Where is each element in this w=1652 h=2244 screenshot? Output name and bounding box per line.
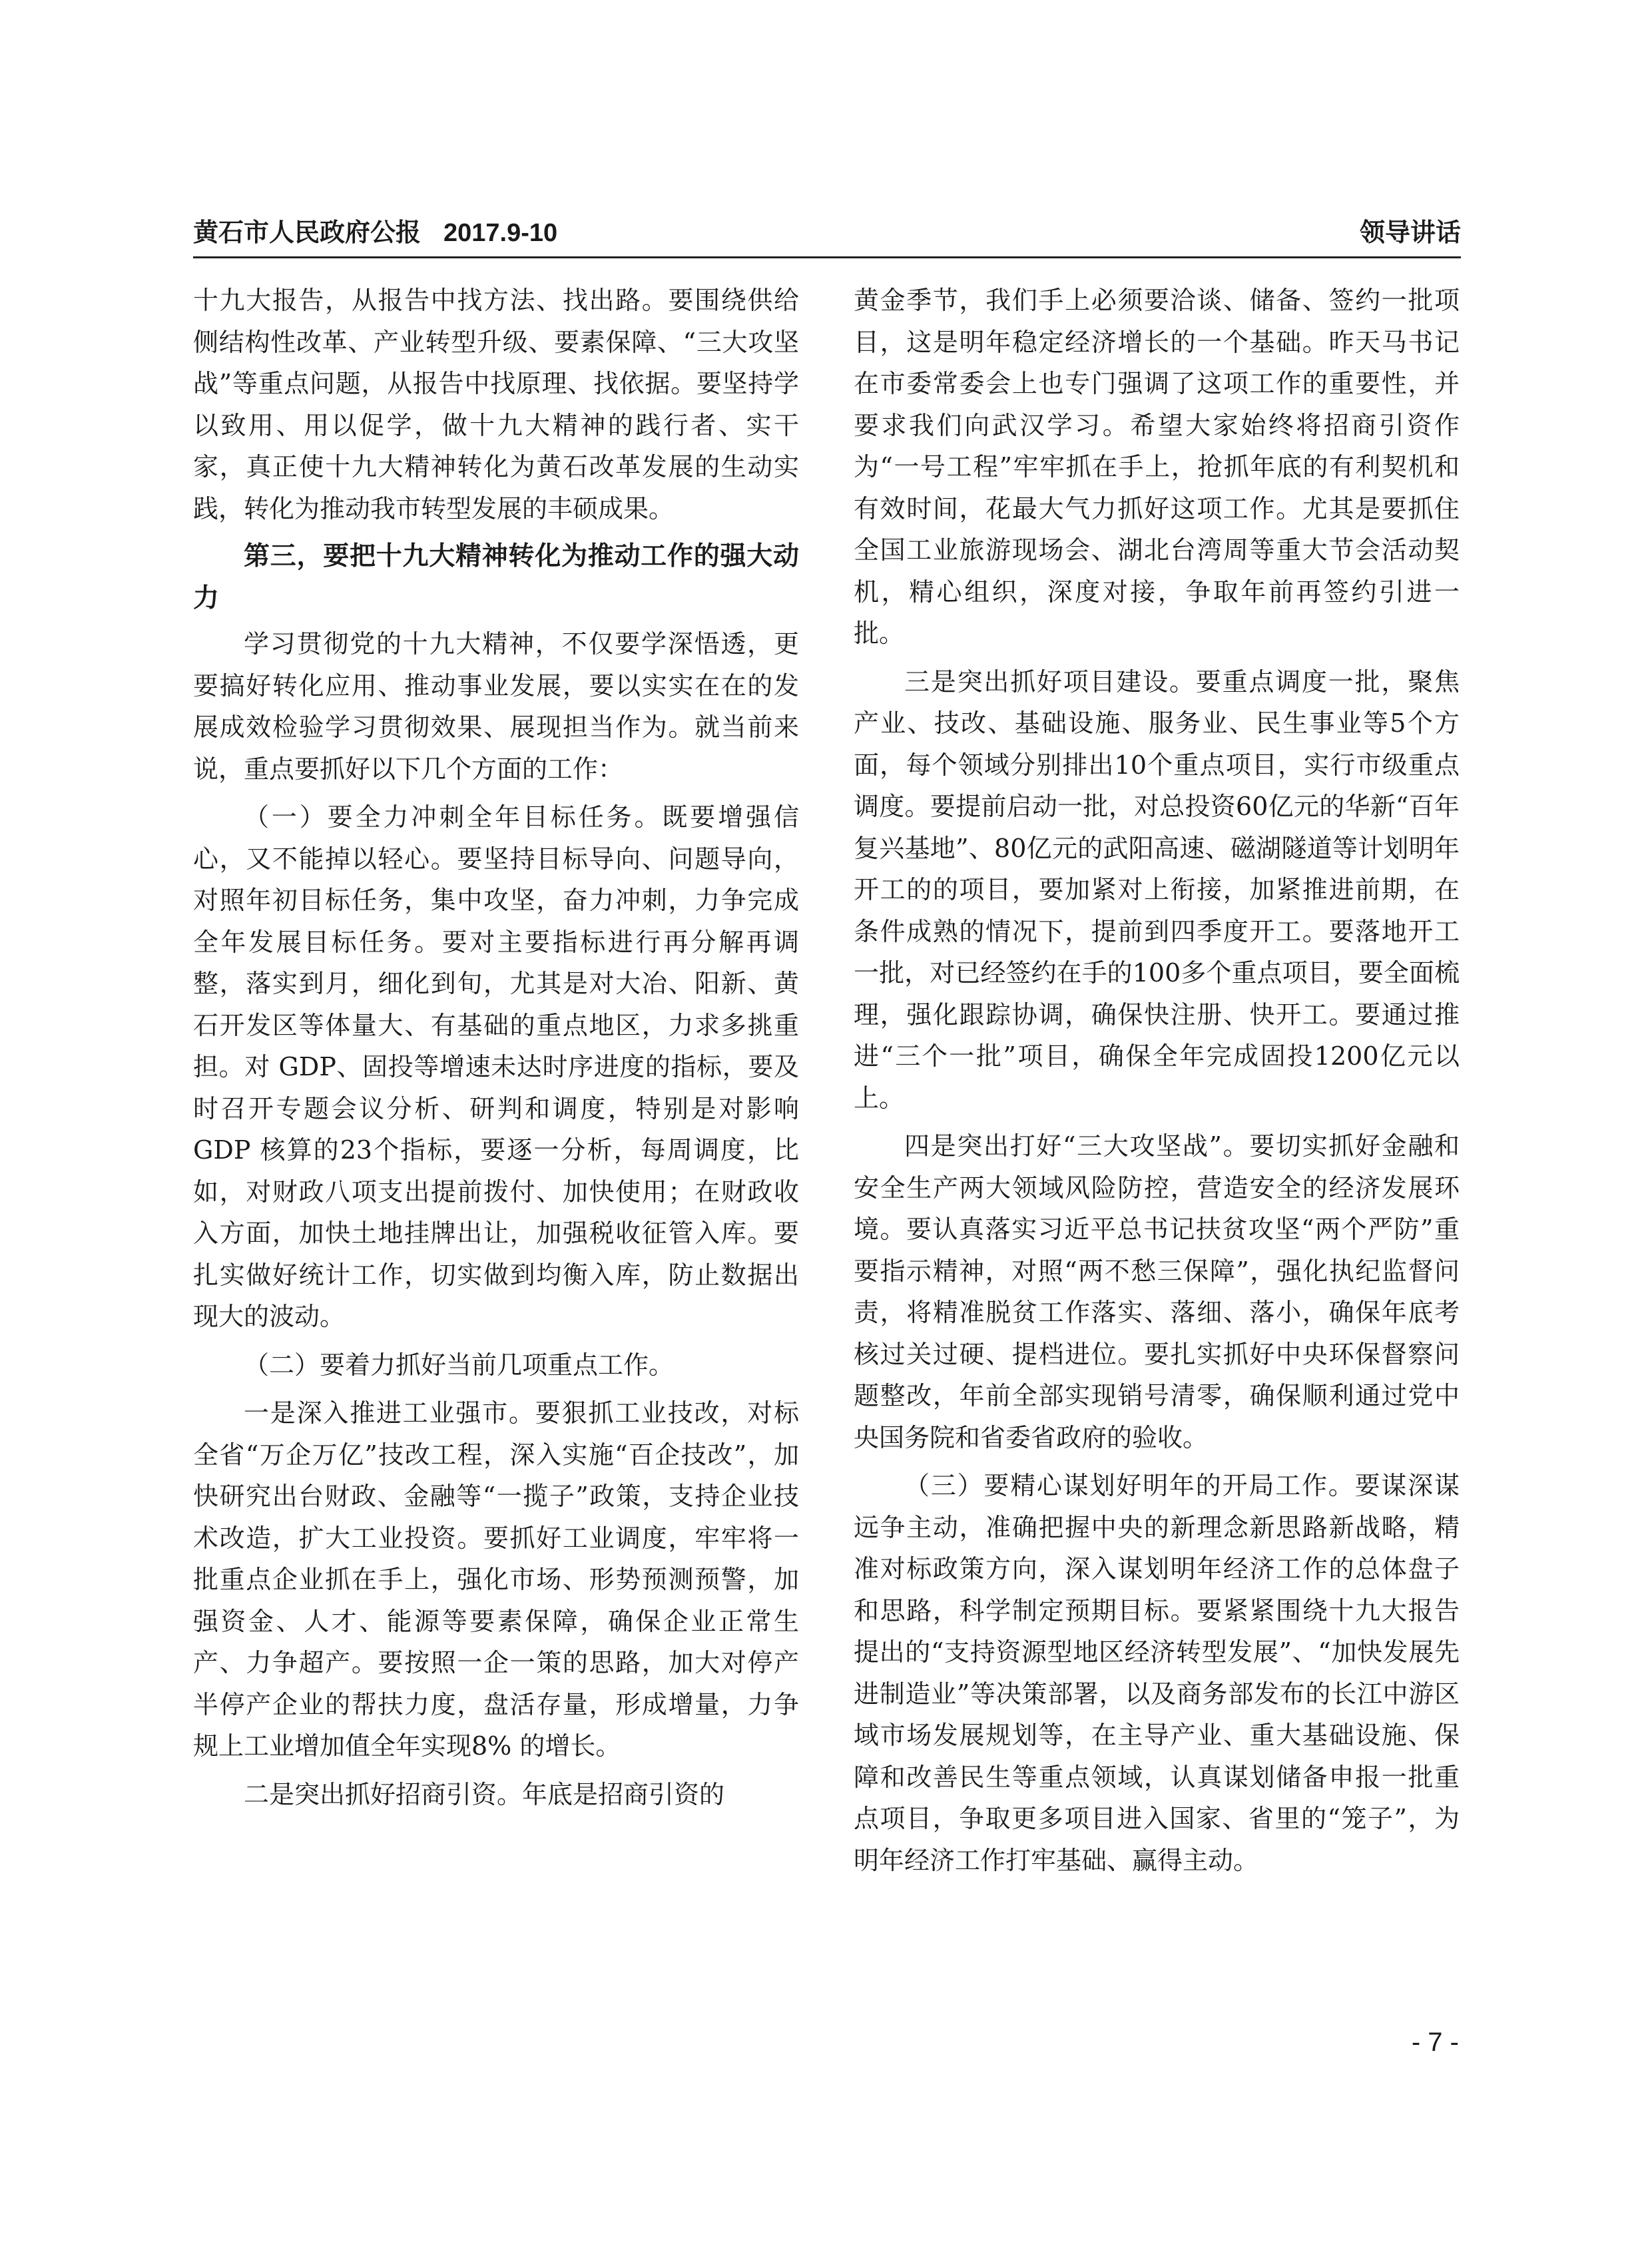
page-header [193,212,1461,252]
paragraph: （三）要精心谋划好明年的开局工作。要谋深谋远争主动，准确把握中央的新理念新思路新战略，精准对标政策方向，深入谋划明年经济工作的总体盘子和思路，科学制定预期目标。要紧紧围绕十九大报告提出的“支持资源型地区经济转型发展”、“加快发展先进制造业”等决策部署，以及商务部发布的长江中游区域市场发展规划等，在主导产业、重大基础设施、保障和改善民生等重点领域，认真谋划储备申报一批重点项目，争取更多项目进入国家、省里的“笼子”，为明年经济工作打牢基础、赢得主动。 [854,1471,1460,1875]
paragraph: （二）要着力抓好当前几项重点工作。 [244,1350,675,1380]
paragraph: 四是突出打好“三大攻坚战”。要切实抓好金融和安全生产两大领域风险防控，营造安全的经济发展环境。要认真落实习近平总书记扶贫攻坚“两个严防”重要指示精神，对照“两不愁三保障”，强化执纪监督问责，将精准脱贫工作落实、落细、落小，确保年底考核过关过硬、提档进位。要扎实抓好中央环保督察问题整改，年前全部实现销号清零，确保顺利通过党中央国务院和省委省政府的验收。 [854,1131,1460,1452]
paragraph: （一）要全力冲刺全年目标任务。既要增强信心，又不能掉以轻心。要坚持目标导向、问题导向，对照年初目标任务，集中攻坚，奋力冲刺，力争完成全年发展目标任务。要对主要指标进行再分解再调整，落实到月，细化到旬，尤其是对大冶、阳新、黄石开发区等体量大、有基础的重点地区，力求多挑重担。对 GDP、固投等增速未达时序进度的指标，要及时召开专题会议分析、研判和调度，特别是对影响 GDP 核算的23个指标，要逐一分析，每周调度，比如，对财政八项支出提前拨付、加快使用；在财政收入方面，加快土地挂牌出让，加强税收征管入库。要扎实做好统计工作，切实做到均衡入库，防止数据出现大的波动。 [193,802,799,1331]
publication-title: 黄石市人民政府公报 [193,219,421,247]
header-rule [193,256,1461,258]
right-column [854,280,1460,1888]
section-title: 领导讲话 [1359,219,1461,247]
header-left [193,212,557,248]
section-heading: 第三，要把十九大精神转化为推动工作的强大动力 [193,542,799,613]
paragraph: 一是深入推进工业强市。要狠抓工业技改，对标全省“万企万亿”技改工程，深入实施“百企技改”，加快研究出台财政、金融等“一揽子”政策，支持企业技术改造，扩大工业投资。要抓好工业调度，牢牢将一批重点企业抓在手上，强化市场、形势预测预警，加强资金、人才、能源等要素保障，确保企业正常生产、力争超产。要按照一企一策的思路，加大对停产半停产企业的帮扶力度，盘活存量，形成增量，力争规上工业增加值全年实现8% 的增长。 [193,1398,799,1761]
page-number: - 7 - [1411,2028,1459,2057]
issue-number: 2017.9-10 [443,219,558,247]
left-column [193,280,799,1822]
paragraph: 黄金季节，我们手上必须要洽谈、储备、签约一批项目，这是明年稳定经济增长的一个基础。昨天马书记在市委常委会上也专门强调了这项工作的重要性，并要求我们向武汉学习。希望大家始终将招商引资作为“一号工程”牢牢抓在手上，抢抓年底的有利契机和有效时间，花最大气力抓好这项工作。尤其是要抓住全国工业旅游现场会、湖北台湾周等重大节会活动契机，精心组织，深度对接，争取年前再签约引进一批。 [854,286,1460,648]
paragraph: 二是突出抓好招商引资。年底是招商引资的 [244,1779,725,1809]
paragraph: 三是突出抓好项目建设。要重点调度一批，聚焦产业、技改、基础设施、服务业、民生事业等5个方面，每个领域分别排出10个重点项目，实行市级重点调度。要提前启动一批，对总投资60亿元的华新“百年复兴基地”、80亿元的武阳高速、磁湖隧道等计划明年开工的的项目，要加紧对上衔接，加紧推进前期，在条件成熟的情况下，提前到四季度开工。要落地开工一批，对已经签约在手的100多个重点项目，要全面梳理，强化跟踪协调，确保快注册、快开工。要通过推进“三个一批”项目，确保全年完成固投1200亿元以上。 [854,667,1460,1113]
paragraph: 学习贯彻党的十九大精神，不仅要学深悟透，更要搞好转化应用、推动事业发展，要以实实在在的发展成效检验学习贯彻效果、展现担当作为。就当前来说，重点要抓好以下几个方面的工作： [193,629,799,784]
paragraph: 十九大报告，从报告中找方法、找出路。要围绕供给侧结构性改革、产业转型升级、要素保障、“三大攻坚战”等重点问题，从报告中找原理、找依据。要坚持学以致用、用以促学，做十九大精神的践行者、实干家，真正使十九大精神转化为黄石改革发展的生动实践，转化为推动我市转型发展的丰硕成果。 [193,286,799,523]
